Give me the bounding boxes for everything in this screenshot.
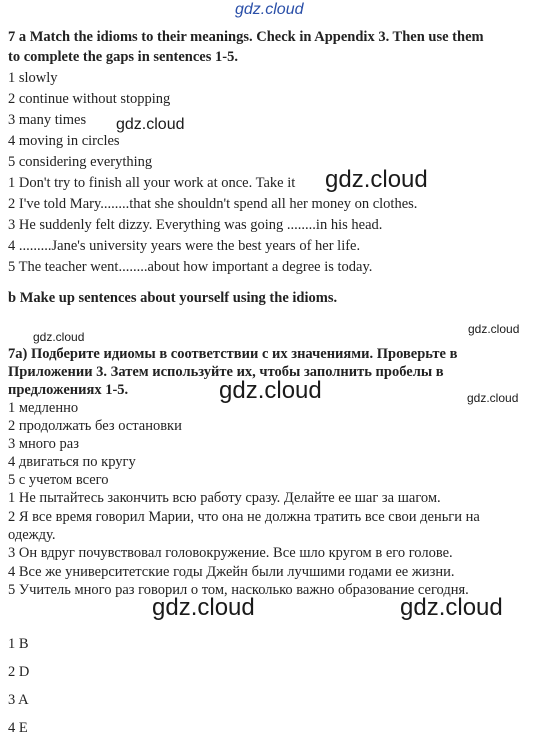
ru-meaning-item: 1 медленно xyxy=(8,400,79,416)
meaning-item: 1 slowly xyxy=(8,70,58,86)
ru-sentence-item: 1 Не пытайтесь закончить всю работу сразу. Делайте ее шаг за шагом. xyxy=(8,490,441,506)
watermark: gdz.cloud xyxy=(152,594,255,621)
ru-sentence-item: 5 Учитель много раз говорил о том, насколько важно образование сегодня. xyxy=(8,582,469,598)
watermark: gdz.cloud xyxy=(467,391,519,405)
meaning-item: 3 many times xyxy=(8,112,87,128)
exercise-title-line-2: to complete the gaps in sentences 1-5. xyxy=(8,49,238,65)
watermark: gdz.cloud xyxy=(400,594,503,621)
ru-sentence-item: одежду. xyxy=(8,527,56,543)
watermark: gdz.cloud xyxy=(235,1,304,18)
exercise-title-line-1: 7 a Match the idioms to their meanings. Check in Appendix 3. Then use them xyxy=(8,29,484,45)
answer-item: 1 B xyxy=(8,636,29,652)
watermark: gdz.cloud xyxy=(33,330,85,344)
ru-sentence-item: 3 Он вдруг почувствовал головокружение. Все шло кругом в его голове. xyxy=(8,545,453,561)
sentence-item: 3 He suddenly felt dizzy. Everything was going ........in his head. xyxy=(8,217,383,233)
ru-meaning-item: 4 двигаться по кругу xyxy=(8,454,136,470)
answer-item: 3 A xyxy=(8,692,29,708)
ru-meaning-item: 5 с учетом всего xyxy=(8,472,109,488)
ru-sentence-item: 4 Все же университетские годы Джейн были лучшими годами ее жизни. xyxy=(8,564,455,580)
ru-title-line-1: 7а) Подберите идиомы в соответствии с их значениями. Проверьте в xyxy=(8,346,458,362)
answer-item: 2 D xyxy=(8,664,30,680)
meaning-item: 4 moving in circles xyxy=(8,133,120,149)
watermark: gdz.cloud xyxy=(116,116,185,133)
watermark: gdz.cloud xyxy=(325,166,428,193)
task-b: b Make up sentences about yourself using the idioms. xyxy=(8,290,338,306)
ru-title-line-2: Приложении 3. Затем используйте их, чтобы заполнить пробелы в xyxy=(8,364,444,380)
ru-title-line-3: предложениях 1-5. xyxy=(8,382,129,398)
sentence-item: 1 Don't try to finish all your work at once. Take it xyxy=(8,175,296,191)
watermark: gdz.cloud xyxy=(219,377,322,404)
meaning-item: 2 continue without stopping xyxy=(8,91,171,107)
ru-meaning-item: 2 продолжать без остановки xyxy=(8,418,182,434)
sentence-item: 5 The teacher went........about how important a degree is today. xyxy=(8,259,373,275)
meaning-item: 5 considering everything xyxy=(8,154,153,170)
ru-sentence-item: 2 Я все время говорил Марии, что она не должна тратить все свои деньги на xyxy=(8,509,480,525)
ru-meaning-item: 3 много раз xyxy=(8,436,79,452)
watermark: gdz.cloud xyxy=(468,322,520,336)
sentence-item: 4 .........Jane's university years were the best years of her life. xyxy=(8,238,361,254)
answer-item: 4 E xyxy=(8,720,28,736)
sentence-item: 2 I've told Mary........that she shouldn't spend all her money on clothes. xyxy=(8,196,418,212)
